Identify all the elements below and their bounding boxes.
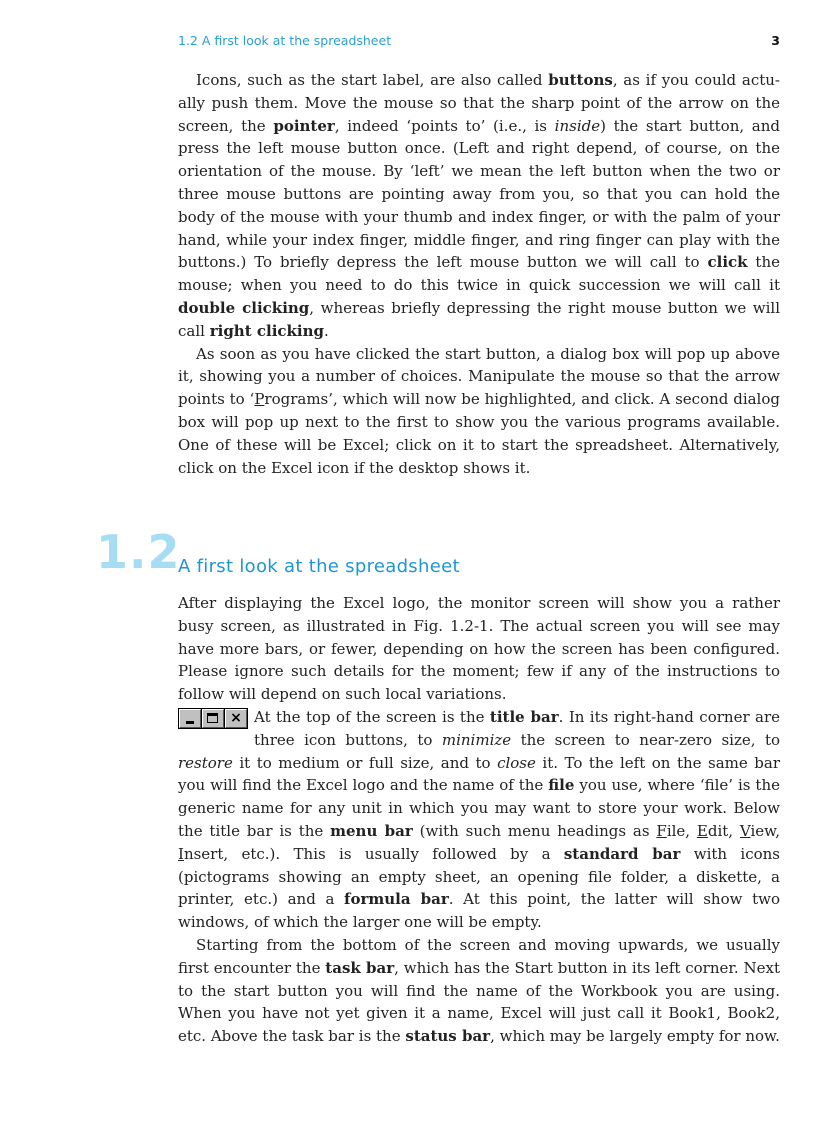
paragraph-task-bar: Starting from the bottom of the screen and moving upwards, we usually first encounter the task bar, which has the Start button in its left corner. Next to the start button you will find the name of the Workbook you are using. When you have not yet given it a name, Excel will just call it Book1, Book2, etc. Above the task bar is the status bar, which may be largely empty for now. — [178, 935, 780, 1046]
paragraph-title-bar: × At the top of the screen is the title bar. In its right-hand corner are three icon buttons, to minimize the screen to near-zero size, to restore it to medium or full size, and to close it. To the left on the same bar you will find the Excel logo and the name of the file you use, where ‘file’ is the generic name for any unit in which you may want to store your work. Below the title bar is the menu bar (with such menu headings as File, Edit, View, Insert, etc.). This is usually followed by a standard bar with icons (pictograms showing an empty sheet, an opening file folder, a diskette, a printer, etc.) and a formula bar. At this point, the latter will show two windows, of which the larger one will be empty. — [178, 707, 781, 932]
running-header — [178, 33, 780, 48]
term-click: click — [707, 253, 748, 272]
running-title: 1.2 A first look at the spreadsheet — [178, 33, 392, 48]
term-status-bar: status bar — [405, 1027, 491, 1046]
term-standard-bar: standard bar — [563, 844, 681, 863]
minimize-icon — [179, 709, 201, 728]
term-double-clicking: double clicking — [178, 298, 310, 317]
term-right-clicking: right clicking — [209, 321, 325, 340]
term-formula-bar: formula bar — [344, 890, 449, 909]
maximize-icon — [202, 709, 224, 728]
paragraph-buttons: Icons, such as the start label, are also called buttons, as if you could actually push them. Move the mouse so that the sharp point of the arrow on the screen, the pointer, indeed ‘points to’ (i.e., is inside) the start button, and press the left mouse button once. (Left and right depend, of course, on the orientation of the mouse. By ‘left’ we mean the left button when the two or three mouse buttons are pointing away from you, so that you can hold the body of the mouse with your thumb and index finger, or with the palm of your hand, while your index finger, middle finger, and ring finger can play with the buttons.) To briefly depress the left mouse button we will call to click the mouse; when you need to do this twice in quick succession we will call it double clicking, whereas briefly depressing the right mouse button we will call right clicking. — [178, 71, 780, 340]
term-title-bar: title bar — [489, 707, 559, 726]
body-text-top — [178, 69, 780, 479]
page-number: 3 — [771, 33, 780, 48]
body-text-section — [178, 592, 780, 1048]
paragraph-start-button: As soon as you have clicked the start button, a dialog box will pop up above it, showing you a number of choices. Manipulate the mouse so that the arrow points to ‘Programs’, which will now be highlighted, and click. A second dialog box will pop up next to the first to show you the various programs available. One of these will be Excel; click on it to start the spreadsheet. Alternatively, click on the Excel icon if the desktop shows it. — [178, 344, 780, 477]
term-task-bar: task bar — [325, 958, 395, 977]
term-buttons: buttons — [548, 71, 613, 89]
window-controls-illustration — [178, 708, 248, 729]
term-file: file — [548, 776, 575, 795]
section-title: A first look at the spreadsheet — [178, 556, 460, 577]
close-icon: × — [225, 709, 247, 728]
term-pointer: pointer — [273, 116, 335, 135]
section-number: 1.2 — [96, 525, 181, 579]
term-menu-bar: menu bar — [330, 821, 413, 840]
paragraph-excel-screen: After displaying the Excel logo, the monitor screen will show you a rather busy screen, as illustrated in Fig. 1.2-1. The actual screen you will see may have more bars, or fewer, depending on how the screen has been configured. Please ignore such details for the moment; few if any of the instructions to follow will depend on such local variations. — [178, 594, 780, 704]
